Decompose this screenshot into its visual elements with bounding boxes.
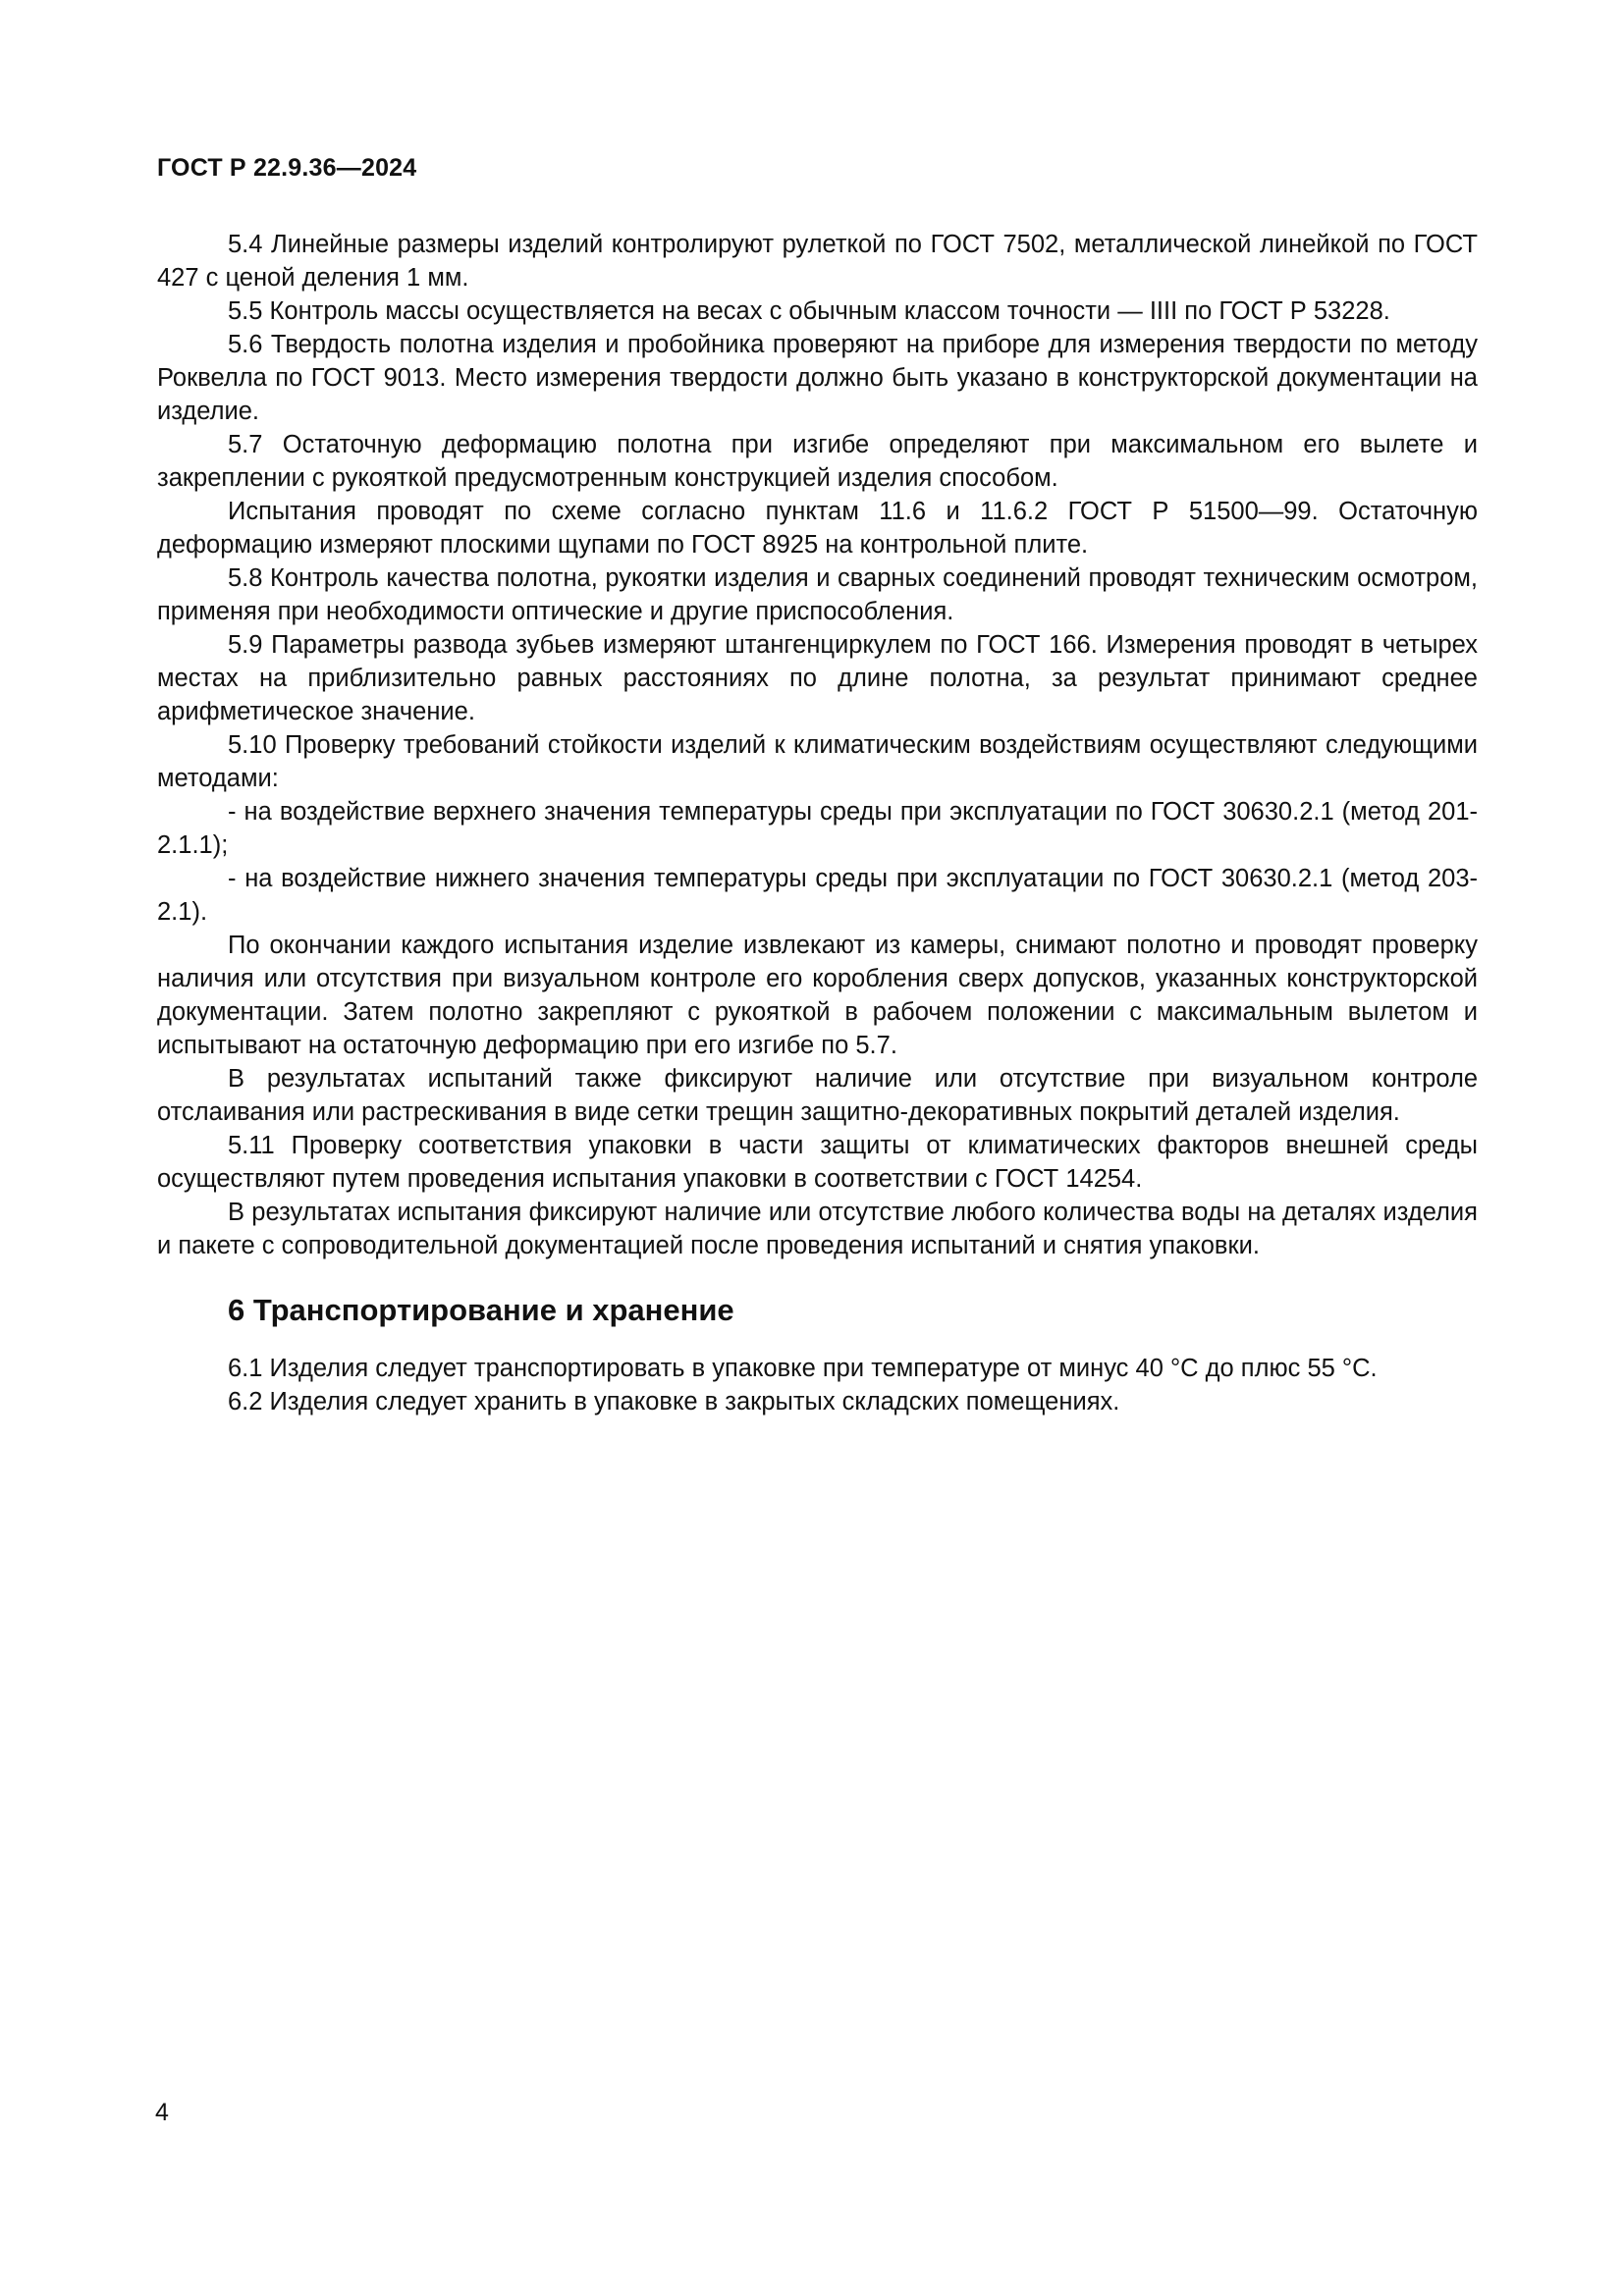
document-designation: ГОСТ Р 22.9.36—2024 [157, 154, 417, 182]
paragraph-5-5: 5.5 Контроль массы осуществляется на весах с обычным классом точности — IIII по ГОСТ Р 53228. [228, 297, 1390, 325]
section-6-body [157, 1352, 1478, 1418]
paragraph-5-7: 5.7 Остаточную деформацию полотна при изгибе определяют при максимальном его вылете и закреплении с рукояткой предусмотренным конструкцией изделия способом. [157, 431, 1478, 492]
paragraph-5-11: 5.11 Проверку соответствия упаковки в части защиты от климатических факторов внешней среды осуществляют путем проведения испытания упаковки в соответствии с ГОСТ 14254. [157, 1132, 1478, 1193]
paragraph-5-4: 5.4 Линейные размеры изделий контролируют рулеткой по ГОСТ 7502, металлической линейкой по ГОСТ 427 с ценой деления 1 мм. [157, 231, 1478, 292]
paragraph-6-1: 6.1 Изделия следует транспортировать в упаковке при температуре от минус 40 °С до плюс 55 °С. [228, 1355, 1378, 1382]
section-5-body [157, 228, 1478, 1262]
list-item-upper-temperature: - на воздействие верхнего значения температуры среды при эксплуатации по ГОСТ 30630.2.1 (метод 201-2.1.1); [157, 798, 1478, 859]
paragraph-5-6: 5.6 Твердость полотна изделия и пробойника проверяют на приборе для измерения твердости по методу Роквелла по ГОСТ 9013. Место измерения твердости должно быть указано в конструкторской документации на изделие. [157, 331, 1478, 425]
paragraph-5-10: 5.10 Проверку требований стойкости изделий к климатическим воздействиям осуществляют следующими методами: [157, 731, 1478, 792]
paragraph-5-9: 5.9 Параметры развода зубьев измеряют штангенциркулем по ГОСТ 166. Измерения проводят в четырех местах на приблизительно равных расстояниях по длине полотна, за результат принимают среднее арифметическое значение. [157, 631, 1478, 725]
paragraph-5-10-procedure: По окончании каждого испытания изделие извлекают из камеры, снимают полотно и проводят проверку наличия или отсутствия при визуальном контроле его коробления сверх допусков, указанных конструкторской документации. Затем полотно закрепляют с рукояткой в рабочем положении с максимальным вылетом и испытывают на остаточную деформацию при его изгибе по 5.7. [157, 932, 1478, 1059]
paragraph-5-10-results: В результатах испытаний также фиксируют наличие или отсутствие при визуальном контроле отслаивания или растрескивания в виде сетки трещин защитно-декоративных покрытий деталей изделия. [157, 1065, 1478, 1126]
paragraph-5-11-results: В результатах испытания фиксируют наличие или отсутствие любого количества воды на деталях изделия и пакете с сопроводительной документацией после проведения испытаний и снятия упаковки. [157, 1199, 1478, 1259]
paragraph-6-2: 6.2 Изделия следует хранить в упаковке в закрытых складских помещениях. [228, 1388, 1120, 1415]
page-number: 4 [155, 2099, 169, 2126]
paragraph-5-8: 5.8 Контроль качества полотна, рукоятки изделия и сварных соединений проводят техническим осмотром, применяя при необходимости оптические и другие приспособления. [157, 564, 1478, 625]
section-6-heading: 6 Транспортирование и хранение [228, 1293, 734, 1327]
list-item-lower-temperature: - на воздействие нижнего значения температуры среды при эксплуатации по ГОСТ 30630.2.1 (метод 203-2.1). [157, 865, 1478, 926]
paragraph-5-7-tests: Испытания проводят по схеме согласно пунктам 11.6 и 11.6.2 ГОСТ Р 51500—99. Остаточную деформацию измеряют плоскими щупами по ГОСТ 8925 на контрольной плите. [157, 498, 1478, 559]
